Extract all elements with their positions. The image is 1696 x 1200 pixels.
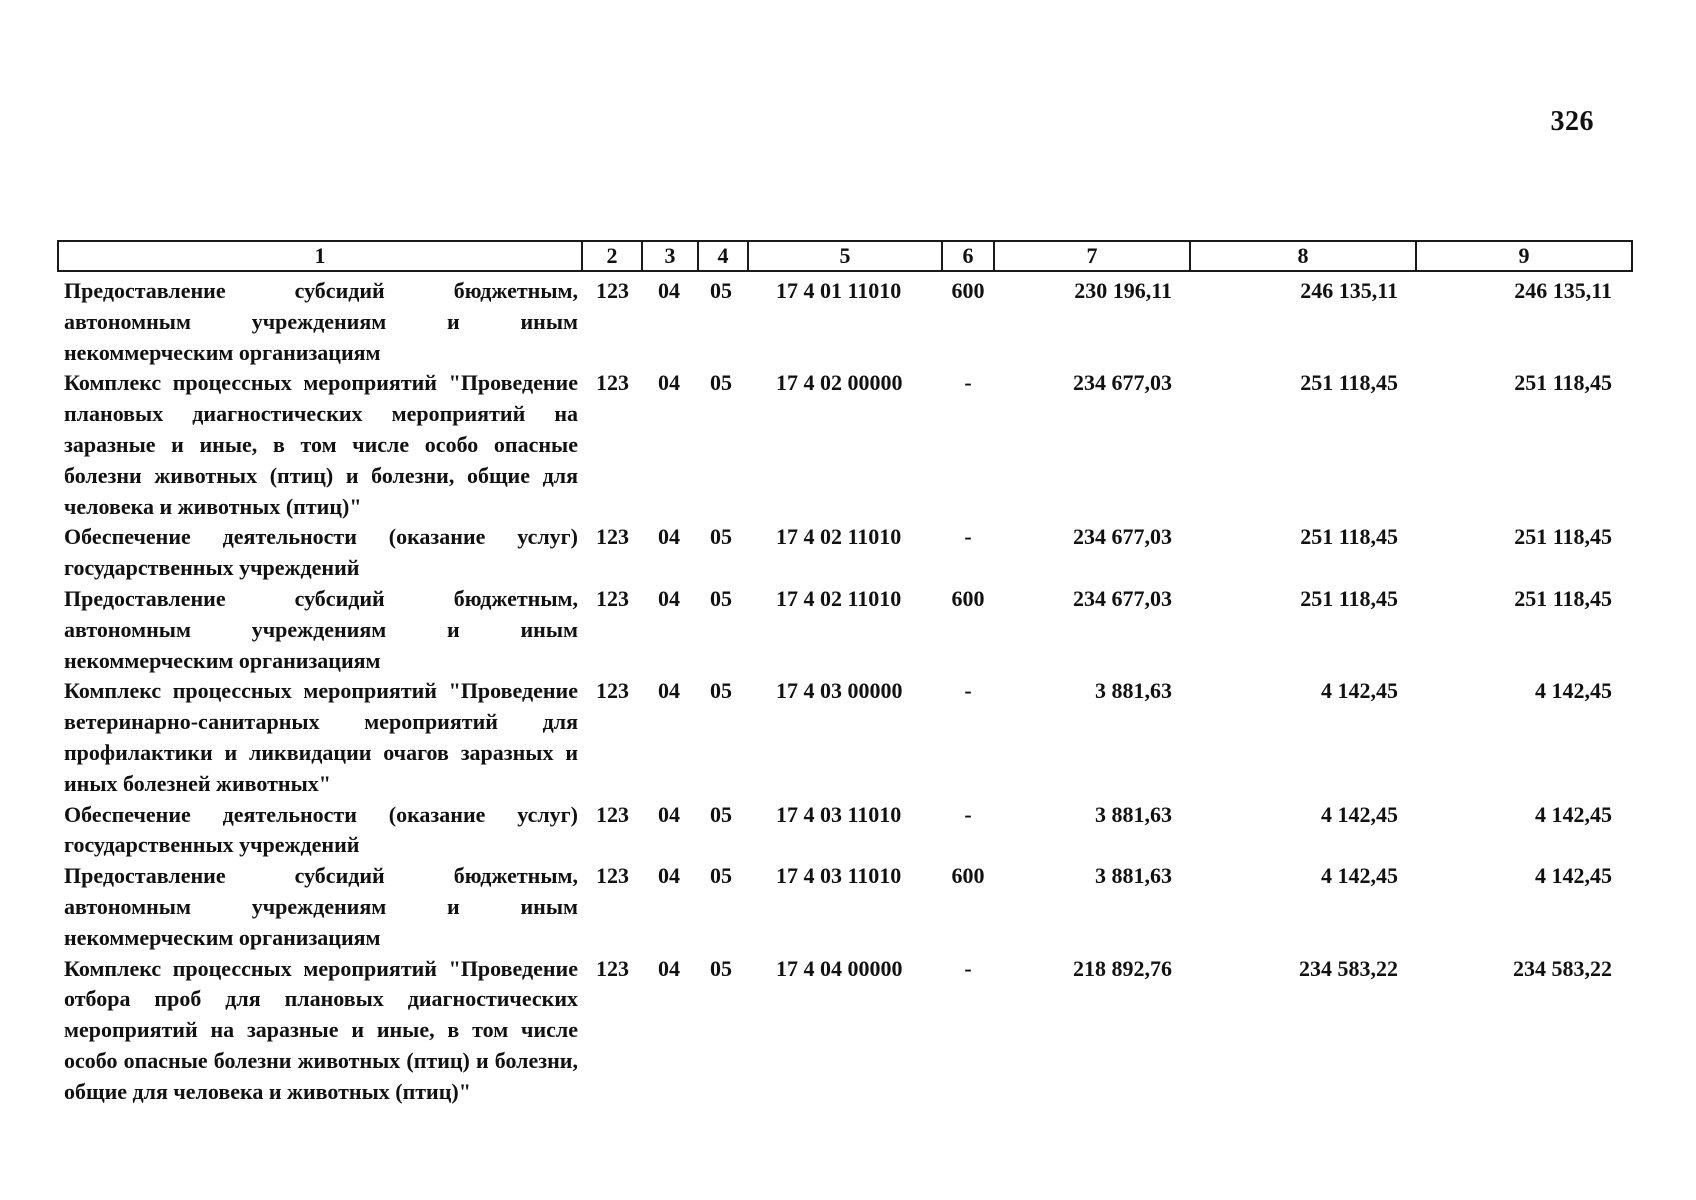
column-header-7: 7 xyxy=(994,241,1190,271)
cell-col-2: 123 xyxy=(596,370,629,396)
page-number: 326 xyxy=(1550,106,1594,137)
cell-col-7: 234 677,03 xyxy=(1073,524,1172,550)
row-name: Комплекс процессных мероприятий "Проведение ветеринарно-санитарных мероприятий для профилактики и ликвидации очагов заразных и иных болезней животных" xyxy=(64,678,578,796)
cell-col-7: 230 196,11 xyxy=(1074,278,1172,303)
row-name: Обеспечение деятельности (оказание услуг) государственных учреждений xyxy=(64,801,578,858)
column-header-1: 1 xyxy=(58,241,582,271)
cell-col-3: 04 xyxy=(658,585,680,611)
row-name: Комплекс процессных мероприятий "Проведение плановых диагностических мероприятий на заразные и иные, в том числе особо опасные болезни животных (птиц) и болезни, общие для человека и животных (птиц)" xyxy=(64,370,578,519)
table-row xyxy=(58,271,1632,368)
cell-col-4: 05 xyxy=(710,801,732,827)
cell-col-7: 3 881,63 xyxy=(1095,801,1172,827)
cell-col-2: 123 xyxy=(596,863,629,889)
cell-col-4: 05 xyxy=(710,863,732,889)
budget-table xyxy=(57,240,1633,1108)
cell-col-6: - xyxy=(964,524,972,550)
cell-col-3: 04 xyxy=(658,955,680,981)
row-name: Предоставление субсидий бюджетным, автономным учреждениям и иным некоммерческим организациям xyxy=(64,278,578,365)
table-row xyxy=(58,800,1632,862)
cell-col-8: 4 142,45 xyxy=(1321,678,1398,704)
cell-col-9: 4 142,45 xyxy=(1535,801,1612,827)
cell-col-7: 3 881,63 xyxy=(1095,863,1172,889)
table-header xyxy=(58,241,1632,271)
cell-col-8: 4 142,45 xyxy=(1321,863,1398,889)
cell-col-8: 4 142,45 xyxy=(1321,801,1398,827)
column-header-8: 8 xyxy=(1190,241,1416,271)
cell-col-5: 17 4 03 00000 xyxy=(776,678,903,704)
cell-col-7: 218 892,76 xyxy=(1073,955,1172,981)
cell-col-4: 05 xyxy=(710,678,732,704)
cell-col-9: 4 142,45 xyxy=(1535,678,1612,704)
table-row xyxy=(58,861,1632,953)
cell-col-5: 17 4 03 11010 xyxy=(776,863,902,889)
cell-col-9: 246 135,11 xyxy=(1514,278,1612,303)
cell-col-8: 234 583,22 xyxy=(1299,955,1398,981)
table-row xyxy=(58,584,1632,676)
cell-col-8: 246 135,11 xyxy=(1300,278,1398,303)
cell-col-5: 17 4 04 00000 xyxy=(776,955,903,981)
cell-col-2: 123 xyxy=(596,524,629,550)
column-header-9: 9 xyxy=(1416,241,1632,271)
cell-col-8: 251 118,45 xyxy=(1300,370,1398,396)
cell-col-9: 251 118,45 xyxy=(1514,370,1612,396)
column-header-3: 3 xyxy=(642,241,698,271)
cell-col-9: 234 583,22 xyxy=(1513,955,1612,981)
cell-col-5: 17 4 02 11010 xyxy=(776,585,902,611)
cell-col-2: 123 xyxy=(596,955,629,981)
cell-col-9: 251 118,45 xyxy=(1514,524,1612,550)
table-row xyxy=(58,676,1632,799)
table-body xyxy=(58,271,1632,1108)
cell-col-5: 17 4 03 11010 xyxy=(776,801,902,827)
cell-col-6: - xyxy=(964,801,972,827)
cell-col-5: 17 4 02 11010 xyxy=(776,524,902,550)
cell-col-7: 234 677,03 xyxy=(1073,585,1172,611)
table-row xyxy=(58,954,1632,1108)
cell-col-6: 600 xyxy=(951,585,985,611)
cell-col-4: 05 xyxy=(710,585,732,611)
cell-col-3: 04 xyxy=(658,278,680,303)
cell-col-8: 251 118,45 xyxy=(1300,585,1398,611)
cell-col-2: 123 xyxy=(596,801,629,827)
column-header-6: 6 xyxy=(942,241,994,271)
row-name: Предоставление субсидий бюджетным, автономным учреждениям и иным некоммерческим организациям xyxy=(64,585,578,673)
cell-col-7: 234 677,03 xyxy=(1073,370,1172,396)
cell-col-6: - xyxy=(964,678,972,704)
cell-col-3: 04 xyxy=(658,801,680,827)
cell-col-5: 17 4 02 00000 xyxy=(776,370,903,396)
cell-col-6: 600 xyxy=(951,278,985,303)
cell-col-6: - xyxy=(964,370,972,396)
cell-col-3: 04 xyxy=(658,863,680,889)
cell-col-8: 251 118,45 xyxy=(1300,524,1398,550)
cell-col-7: 3 881,63 xyxy=(1095,678,1172,704)
cell-col-6: 600 xyxy=(951,863,985,889)
cell-col-5: 17 4 01 11010 xyxy=(776,278,902,303)
cell-col-4: 05 xyxy=(710,278,732,303)
column-header-5: 5 xyxy=(748,241,942,271)
row-name: Обеспечение деятельности (оказание услуг) государственных учреждений xyxy=(64,524,578,581)
cell-col-4: 05 xyxy=(710,955,732,981)
column-header-4: 4 xyxy=(698,241,748,271)
row-name: Комплекс процессных мероприятий "Проведение отбора проб для плановых диагностических мероприятий на заразные и иные, в том числе особо опасные болезни животных (птиц) и болезни, общие для человека и животных (птиц)" xyxy=(64,955,578,1104)
cell-col-4: 05 xyxy=(710,370,732,396)
cell-col-3: 04 xyxy=(658,678,680,704)
header-row xyxy=(58,241,1632,271)
row-name: Предоставление субсидий бюджетным, автономным учреждениям и иным некоммерческим организациям xyxy=(64,863,578,950)
cell-col-3: 04 xyxy=(658,370,680,396)
cell-col-2: 123 xyxy=(596,278,629,303)
cell-col-6: - xyxy=(964,955,972,981)
cell-col-3: 04 xyxy=(658,524,680,550)
column-header-2: 2 xyxy=(582,241,642,271)
cell-col-4: 05 xyxy=(710,524,732,550)
cell-col-9: 4 142,45 xyxy=(1535,863,1612,889)
cell-col-2: 123 xyxy=(596,585,629,611)
cell-col-2: 123 xyxy=(596,678,629,704)
table-row xyxy=(58,522,1632,584)
table-row xyxy=(58,368,1632,522)
cell-col-9: 251 118,45 xyxy=(1514,585,1612,611)
